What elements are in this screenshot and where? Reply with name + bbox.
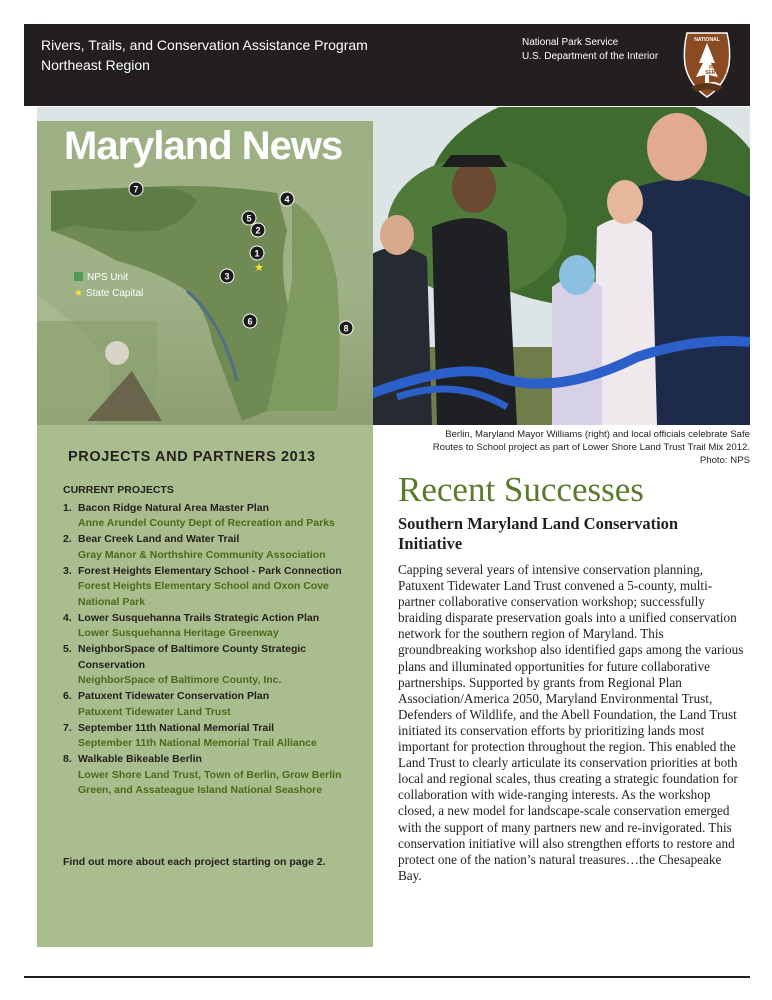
- find-more-note: Find out more about each project starting on page 2.: [63, 856, 326, 868]
- project-name: Forest Heights Elementary School - Park Connection: [78, 564, 342, 577]
- caption-line: Routes to School project as part of Lower Shore Land Trust Trail Mix 2012.: [432, 442, 750, 453]
- project-body: [78, 689, 363, 720]
- logo-text-bottom: SERVICE: [705, 70, 727, 76]
- project-item: [63, 689, 363, 720]
- section-title: Recent Successes: [398, 470, 644, 509]
- project-body: [78, 642, 363, 689]
- project-number: 2.: [63, 533, 72, 546]
- map-marker-label: 1: [254, 248, 260, 259]
- project-body: [78, 532, 363, 563]
- article-body: Capping several years of intensive conservation planning, Patuxent Tidewater Land Trust convened a 5-county, multi-partner collaborative conservation workshop; successfully braiding disparate preservation goals into a unified conservation network for the southern region of Maryland. This groundbreaking workshop also identified gaps among the various plans and illuminated opportunities for future collaborative partnerships. Supported by grants from Regional Plan Association/America 2050, Maryland Environmental Trust, Defenders of Wildlife, and the Abell Foundation, the Land Trust initiated its conservation efforts by prioritizing lands most important for protection throughout the region. This enabled the Land Trust to clearly articulate its conservation priorities at both local and regional scales, thus creating a strategic foundation for collaboration with wide-ranging interests. As the workshop closed, a new model for landscape-scale conservation emerged with the support of many partners new and re-invigorated. This conservation initiative will also strengthen efforts to restore and protect one of the nation’s natural treasures…the Chesapeake Bay.: [398, 562, 744, 883]
- bottom-rule: [24, 976, 750, 978]
- project-partner: Forest Heights Elementary School and Oxon Cove National Park: [78, 580, 329, 608]
- project-body: [78, 721, 363, 752]
- projects-list: [63, 483, 363, 799]
- project-name: Bacon Ridge Natural Area Master Plan: [78, 501, 269, 514]
- map-marker-label: 4: [284, 194, 290, 205]
- project-name: September 11th National Memorial Trail: [78, 721, 275, 734]
- project-body: [78, 611, 363, 642]
- legend-item-nps-unit: [74, 270, 143, 286]
- legend-label: State Capital: [85, 288, 144, 299]
- project-number: 4.: [63, 611, 72, 624]
- map-marker-label: 6: [247, 316, 253, 327]
- program-name: Rivers, Trails, and Conservation Assistance Program: [41, 37, 368, 53]
- photo-caption: [392, 428, 750, 467]
- legend-item-state-capital: [74, 286, 143, 302]
- project-name: Walkable Bikeable Berlin: [78, 752, 202, 765]
- project-number: 6.: [63, 690, 72, 703]
- project-name: NeighborSpace of Baltimore County Strategic Conservation: [78, 643, 307, 671]
- project-item: [63, 564, 363, 611]
- projects-heading: PROJECTS AND PARTNERS 2013: [68, 449, 316, 465]
- department-name: U.S. Department of the Interior: [522, 51, 659, 62]
- project-partner: Patuxent Tidewater Land Trust: [78, 705, 231, 718]
- project-partner: Anne Arundel County Dept of Recreation and Parks: [78, 517, 335, 530]
- project-item: [63, 611, 363, 642]
- state-capital-star-icon: ★: [254, 262, 264, 274]
- map-marker-label: 8: [343, 323, 349, 334]
- project-body: [78, 501, 363, 532]
- region-name: Northeast Region: [41, 57, 150, 73]
- project-partner: Lower Shore Land Trust, Town of Berlin, Grow Berlin Green, and Assateague Island National Seashore: [78, 768, 342, 797]
- article-title: Southern Maryland Land Conservation Initiative: [398, 514, 679, 553]
- agency-name: National Park Service: [522, 37, 619, 48]
- project-item: [63, 752, 363, 799]
- project-body: [78, 564, 363, 611]
- project-number: 1.: [63, 501, 72, 514]
- project-partner: Lower Susquehanna Heritage Greenway: [78, 627, 279, 640]
- project-number: 8.: [63, 752, 72, 765]
- legend-label: NPS Unit: [87, 272, 129, 283]
- header-banner: [24, 24, 750, 106]
- project-name: Bear Creek Land and Water Trail: [78, 533, 240, 546]
- star-icon: ★: [74, 288, 83, 299]
- project-item: [63, 721, 363, 752]
- current-projects-label: CURRENT PROJECTS: [63, 484, 174, 496]
- project-body: [78, 752, 363, 799]
- map-legend: [74, 270, 143, 302]
- program-block: [41, 35, 368, 75]
- nps-arrowhead-logo: [681, 29, 733, 99]
- projects-container: [63, 501, 363, 799]
- masthead-title: Maryland News: [64, 124, 343, 168]
- project-partner: September 11th National Memorial Trail Alliance: [78, 737, 317, 750]
- project-number: 7.: [63, 721, 72, 734]
- map-marker-label: 7: [133, 184, 139, 195]
- project-item: [63, 642, 363, 689]
- nps-unit-swatch-icon: [74, 272, 83, 281]
- project-number: 3.: [63, 564, 72, 577]
- logo-text-mid: PARK: [709, 65, 723, 71]
- map-marker-label: 2: [255, 225, 261, 236]
- map-marker-label: 5: [246, 213, 252, 224]
- logo-text-top: NATIONAL: [694, 37, 720, 43]
- project-number: 5.: [63, 643, 72, 656]
- project-partner: NeighborSpace of Baltimore County, Inc.: [78, 674, 282, 687]
- project-partner: Gray Manor & Northshire Community Association: [78, 548, 326, 561]
- agency-block: [522, 36, 658, 64]
- caption-line: Berlin, Maryland Mayor Williams (right) and local officials celebrate Safe: [445, 429, 750, 440]
- project-name: Patuxent Tidewater Conservation Plan: [78, 690, 270, 703]
- project-item: [63, 532, 363, 563]
- project-item: [63, 501, 363, 532]
- project-name: Lower Susquehanna Trails Strategic Action Plan: [78, 611, 320, 624]
- photo-credit: Photo: NPS: [699, 455, 750, 466]
- map-marker-label: 3: [224, 271, 230, 282]
